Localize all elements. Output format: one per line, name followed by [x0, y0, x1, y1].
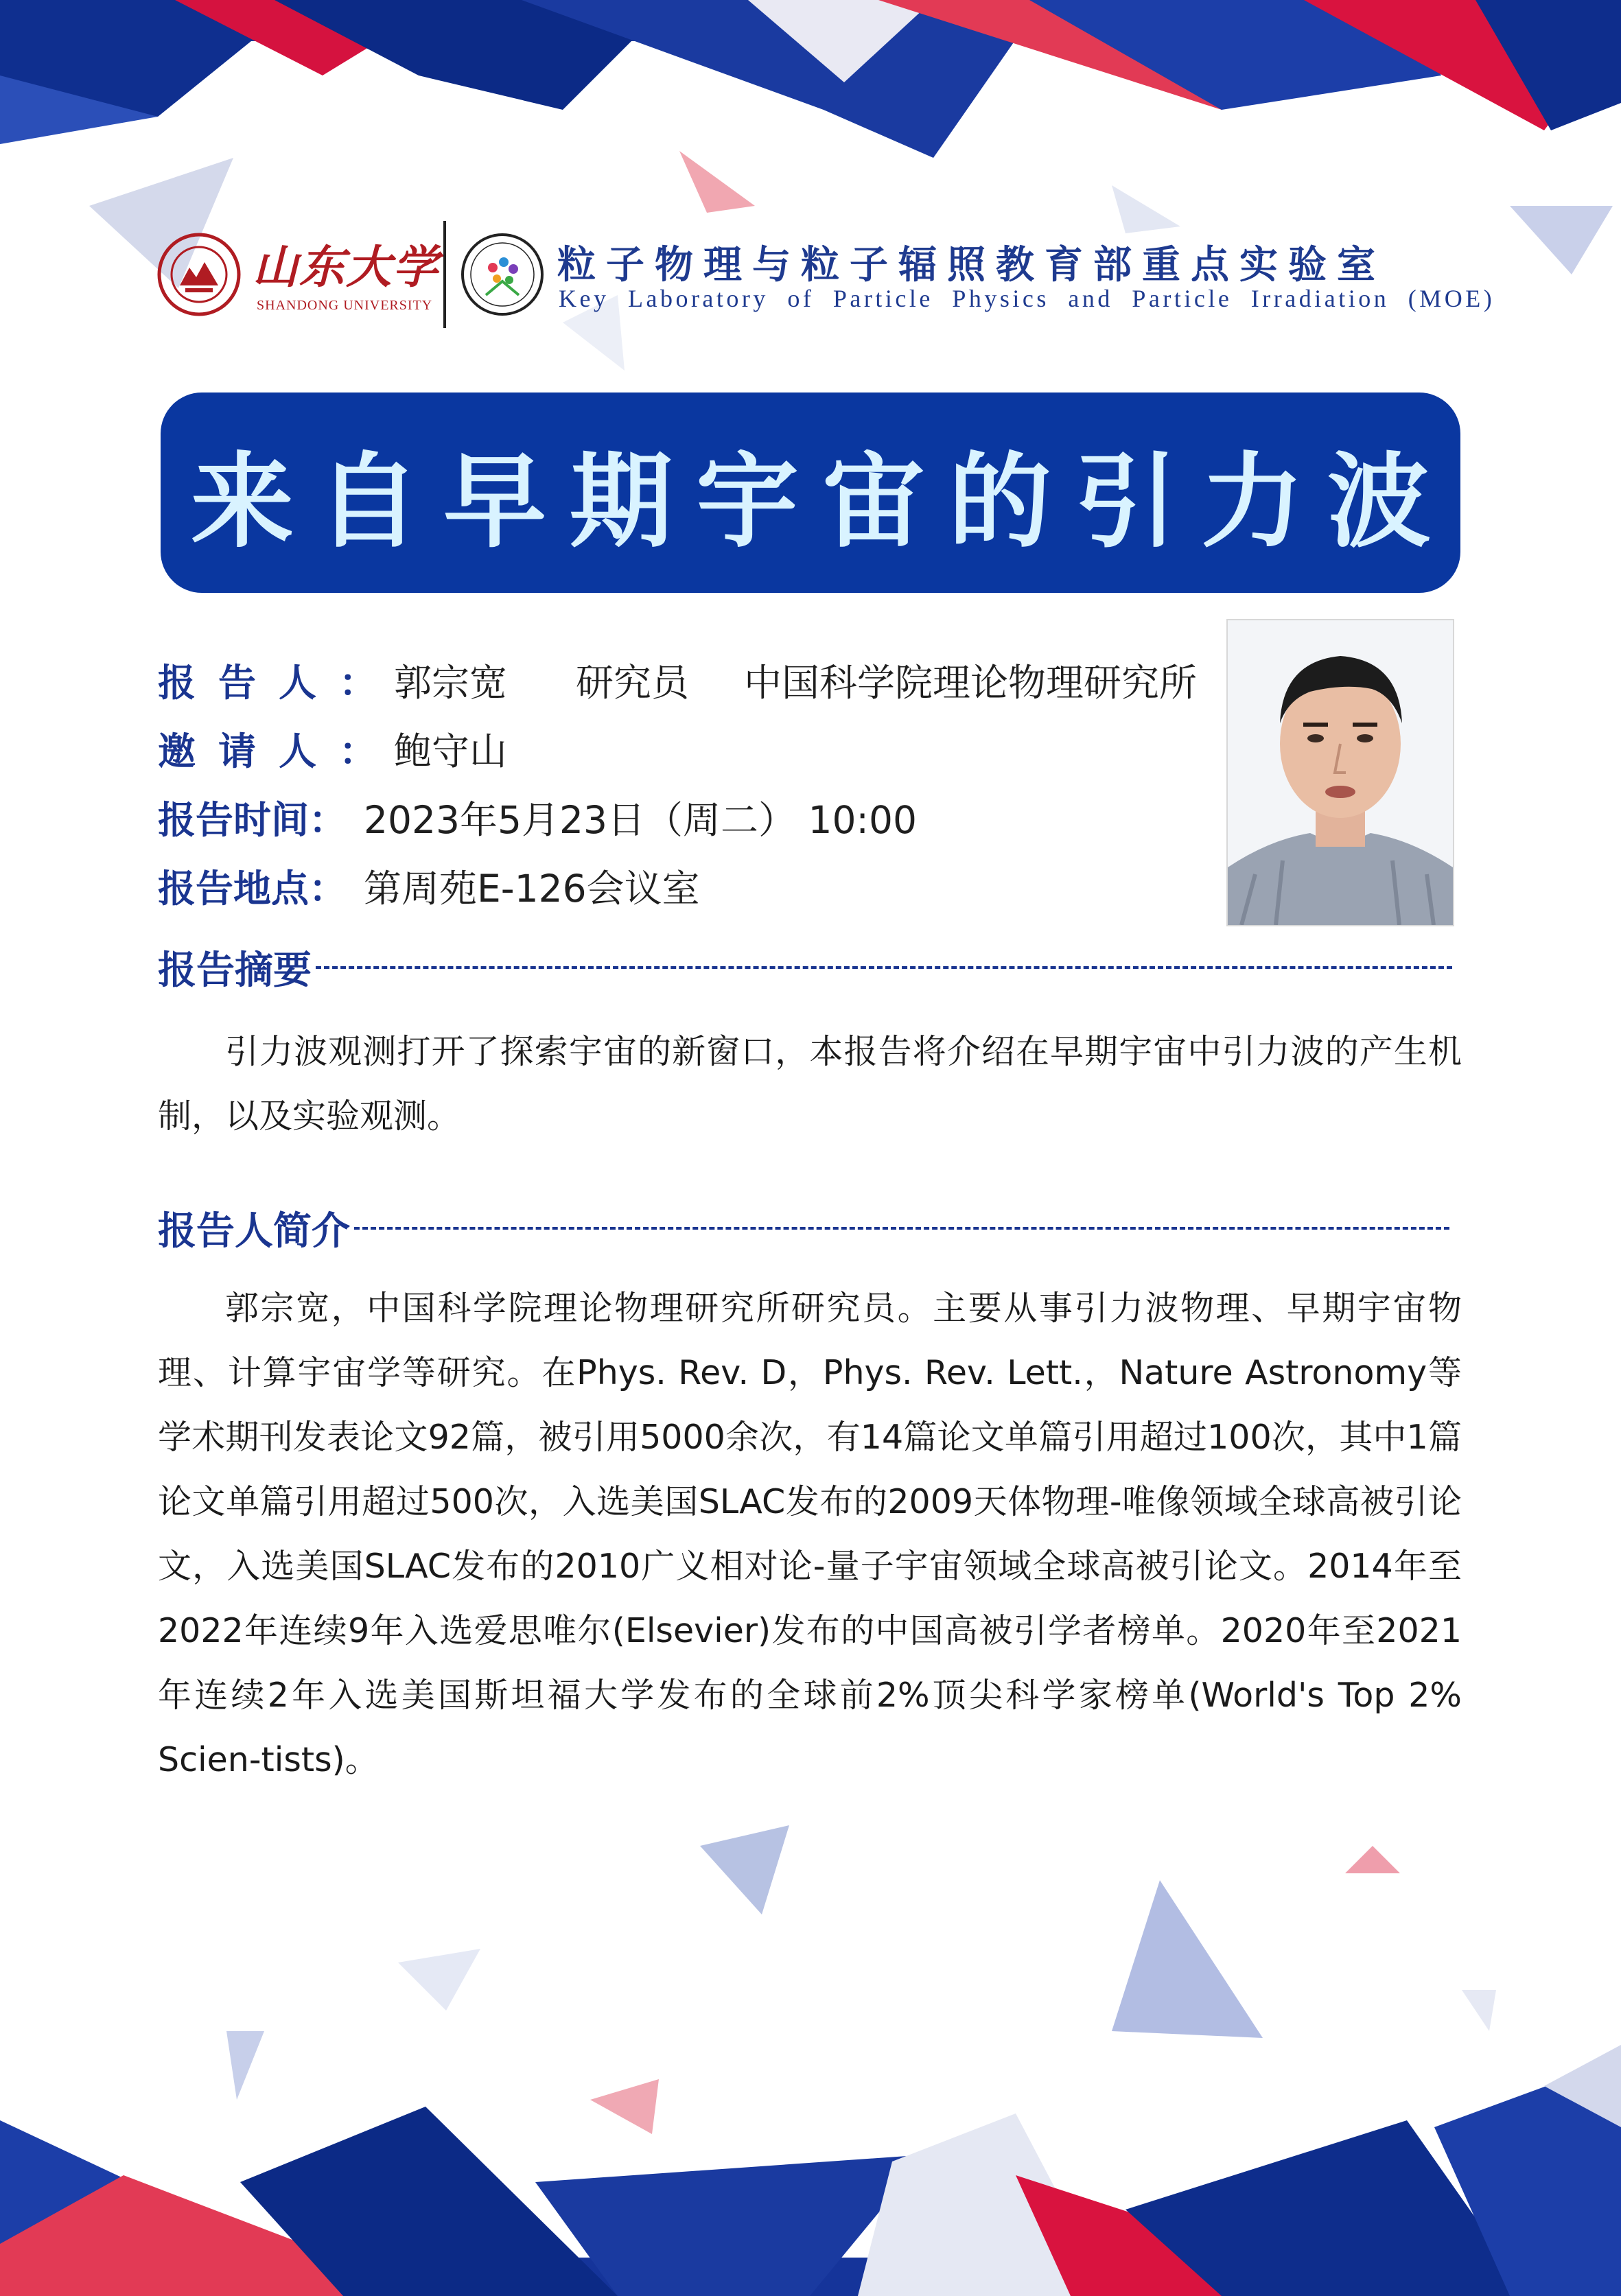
- bio-text: 郭宗宽，中国科学院理论物理研究所研究员。主要从事引力波物理、早期宇宙物理、计算宇宙学等研究。在Phys. Rev. D，Phys. Rev. Lett.，Nature Astronomy等学术期刊发表论文92篇，被引用5000余次，有14篇论文单篇引用超过100次，其中1篇论文单篇引用超过500次，入选美国SLAC发布的2009天体物理-唯像领域全球高被引论文，入选美国SLAC发布的2010广义相对论-量子宇宙领域全球高被引论文。2014年至2022年连续9年入选爱思唯尔(Elsevier)发布的中国高被引学者榜单。2020年至2021年连续2年入选美国斯坦福大学发布的全球前2%顶尖科学家榜单(World's Top 2% Scien-tists)。: [158, 1289, 1462, 1779]
- speaker-affiliation: 中国科学院理论物理研究所: [744, 660, 1198, 705]
- colon: ：: [339, 729, 377, 773]
- section-divider: [316, 966, 1452, 969]
- host-row: [158, 714, 1228, 782]
- speaker-name: 郭宗宽: [394, 660, 508, 705]
- bio-title: 报告人简介: [158, 1209, 350, 1254]
- title-banner: [161, 393, 1460, 593]
- lab-emblem-icon: [460, 232, 545, 317]
- abstract-heading: [158, 940, 1452, 995]
- colon: ：: [309, 866, 347, 911]
- host-name: 鲍守山: [394, 729, 508, 773]
- speaker-row: [158, 645, 1228, 714]
- time-label: 报告时间: [158, 797, 310, 842]
- speaker-photo: [1226, 619, 1454, 926]
- speaker-label: 报告人: [158, 660, 340, 705]
- lab-name-english: Key Laboratory of Particle Physics and Particle Irradiation (MOE): [559, 285, 1495, 312]
- location-label: 报告地点: [158, 866, 310, 911]
- logo-divider: [443, 221, 446, 328]
- header-logos: [156, 221, 1495, 331]
- section-divider: [354, 1227, 1449, 1230]
- location-value: 第周苑E-126会议室: [364, 866, 700, 911]
- colon: ：: [339, 660, 377, 705]
- colon: ：: [309, 797, 347, 842]
- location-row: [158, 851, 1228, 919]
- time-row: [158, 782, 1228, 851]
- time-value: 2023年5月23日（周二） 10:00: [364, 797, 917, 842]
- university-name: 山东大学: [253, 240, 439, 294]
- abstract-title: 报告摘要: [158, 948, 312, 993]
- host-label: 邀请人: [158, 729, 340, 773]
- speaker-portrait-icon: [1228, 620, 1453, 925]
- page-title: 来自早期宇宙的引力波: [190, 443, 1454, 562]
- university-english-name: SHANDONG UNIVERSITY: [257, 298, 433, 313]
- speaker-title: 研究员: [576, 660, 690, 705]
- talk-info: [158, 645, 1228, 919]
- abstract-text: 引力波观测打开了探索宇宙的新窗口，本报告将介绍在早期宇宙中引力波的产生机制，以及实验观测。: [158, 1032, 1462, 1136]
- bio-heading: [158, 1201, 1449, 1256]
- university-seal-icon: [156, 232, 242, 317]
- lab-name-chinese: 粒子物理与粒子辐照教育部重点实验室: [557, 243, 1386, 288]
